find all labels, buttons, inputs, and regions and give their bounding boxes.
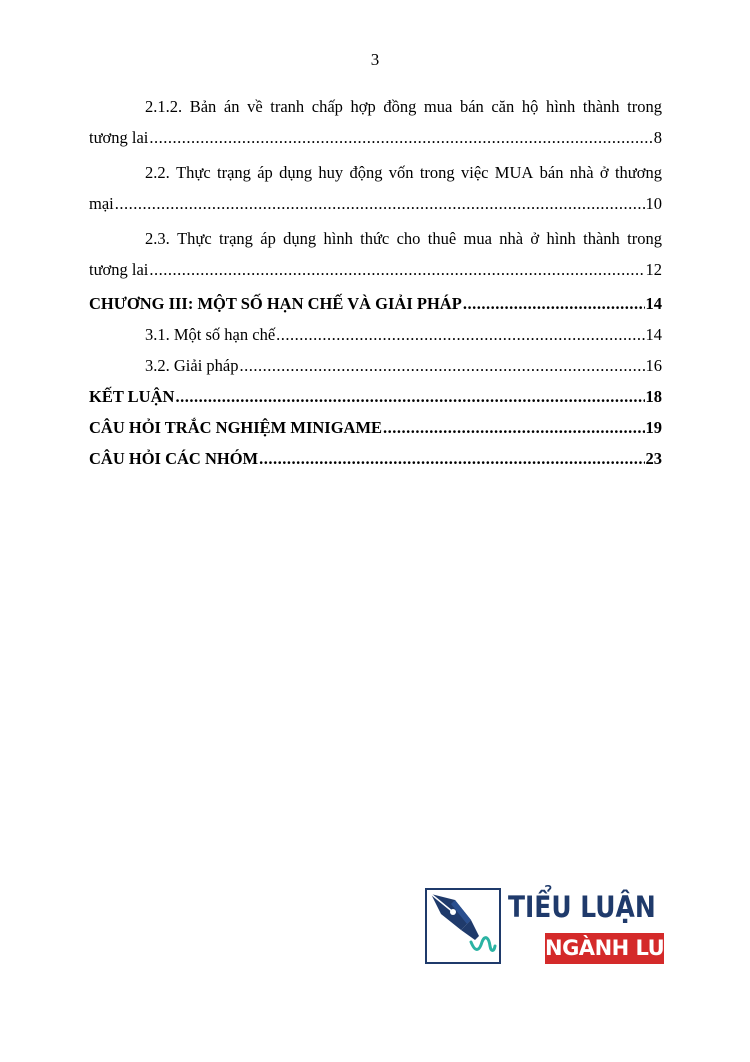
toc-entry-label: tương lai: [89, 128, 149, 147]
toc-word: án: [223, 97, 240, 116]
toc-page-number: 23: [645, 449, 662, 468]
toc-entry-label: mại: [89, 194, 114, 213]
toc-word: dụng: [283, 229, 317, 248]
toc-word: bán: [539, 163, 564, 182]
toc-entry-3-1[interactable]: [89, 319, 662, 350]
toc-word: nhà: [499, 229, 524, 248]
toc-page-number: 14: [645, 294, 662, 313]
toc-entry-label: 3.1. Một số hạn chế: [145, 325, 276, 344]
toc-word: bán: [459, 97, 484, 116]
toc-word: hình: [546, 229, 576, 248]
toc-word: thành: [582, 97, 620, 116]
toc-word: Bản: [189, 97, 217, 116]
toc-page-number: 18: [645, 387, 662, 406]
brand-logo: [425, 888, 694, 966]
toc-word: trạng: [216, 163, 251, 182]
toc-word: việc: [461, 163, 489, 182]
toc-word: thức: [360, 229, 390, 248]
toc-page-number: 14: [645, 325, 662, 344]
toc-word: mua: [423, 97, 453, 116]
toc-entry-2-1-2[interactable]: [89, 95, 662, 156]
toc-entry-label: CÂU HỎI TRẮC NGHIỆM MINIGAME: [89, 418, 383, 437]
toc-word: 2.3.: [145, 229, 170, 248]
toc-word: áp: [257, 163, 273, 182]
toc-page-number: 16: [645, 356, 662, 375]
toc-word: 2.2.: [145, 163, 170, 182]
toc-word: về: [247, 97, 263, 116]
toc-entry-3-2[interactable]: [89, 350, 662, 381]
toc-word: tranh: [270, 97, 305, 116]
toc-word: MUA: [494, 163, 534, 182]
toc-word: huy: [318, 163, 344, 182]
toc-word: Thực: [176, 163, 211, 182]
toc-word: 2.1.2.: [145, 97, 183, 116]
toc-word: trong: [627, 229, 662, 248]
dot-leader: [259, 443, 644, 474]
toc-word: nhà: [569, 163, 594, 182]
toc-word: hình: [545, 97, 576, 116]
toc-word: đồng: [383, 97, 417, 116]
toc-word: chấp: [311, 97, 343, 116]
dot-leader: [239, 350, 644, 381]
toc-page-number: 19: [645, 418, 662, 437]
toc-word: dụng: [279, 163, 313, 182]
toc-word: ở: [530, 229, 540, 248]
dot-leader: [276, 319, 644, 350]
toc-entry-2-2[interactable]: [89, 161, 662, 222]
logo-subtitle: NGÀNH LUẬT: [545, 933, 664, 964]
toc-entry-2-3[interactable]: [89, 227, 662, 288]
toc-entry-ket-luan[interactable]: [89, 381, 662, 412]
toc-word: thương: [614, 163, 662, 182]
toc-entry-cau-hoi-trac-nghiem[interactable]: [89, 412, 662, 443]
dot-leader: [149, 258, 644, 282]
dot-leader: [463, 288, 645, 319]
toc-word: cho: [396, 229, 421, 248]
toc-word: vốn: [388, 163, 414, 182]
toc-entry-label: CÂU HỎI CÁC NHÓM: [89, 449, 259, 468]
logo-title: TIỂU LUẬN: [508, 890, 656, 924]
toc-page-number: 12: [645, 260, 662, 279]
toc-page-number: 8: [653, 128, 662, 147]
toc-word: mua: [463, 229, 492, 248]
toc-entry-label: 3.2. Giải pháp: [145, 356, 239, 375]
toc-word: hộ: [521, 97, 539, 116]
toc-word: áp: [260, 229, 276, 248]
toc-word: ở: [599, 163, 609, 182]
toc-entry-label: tương lai: [89, 260, 149, 279]
toc-entry-line1: [89, 95, 662, 119]
page-number: 3: [370, 50, 380, 69]
dot-leader: [383, 412, 644, 443]
toc-entry-label: CHƯƠNG III: MỘT SỐ HẠN CHẾ VÀ GIẢI PHÁP: [89, 294, 462, 313]
toc-entry-chuong-iii[interactable]: [89, 288, 662, 319]
fountain-pen-icon: [425, 888, 501, 964]
dot-leader: [149, 126, 652, 150]
toc-word: hình: [323, 229, 353, 248]
toc-word: thành: [583, 229, 620, 248]
toc-word: trong: [419, 163, 455, 182]
toc-entry-label: KẾT LUẬN: [89, 387, 175, 406]
table-of-contents: [89, 90, 662, 474]
toc-page-number: 10: [645, 194, 662, 213]
toc-entry-cau-hoi-cac-nhom[interactable]: [89, 443, 662, 474]
toc-entry-line1: [89, 227, 662, 251]
toc-word: căn: [491, 97, 515, 116]
toc-word: hợp: [350, 97, 376, 116]
dot-leader: [175, 381, 644, 412]
dot-leader: [115, 192, 645, 216]
toc-word: động: [349, 163, 383, 182]
toc-word: trạng: [219, 229, 253, 248]
toc-word: trong: [627, 97, 662, 116]
toc-word: Thực: [177, 229, 212, 248]
toc-entry-line1: [89, 161, 662, 185]
toc-word: thuê: [427, 229, 457, 248]
